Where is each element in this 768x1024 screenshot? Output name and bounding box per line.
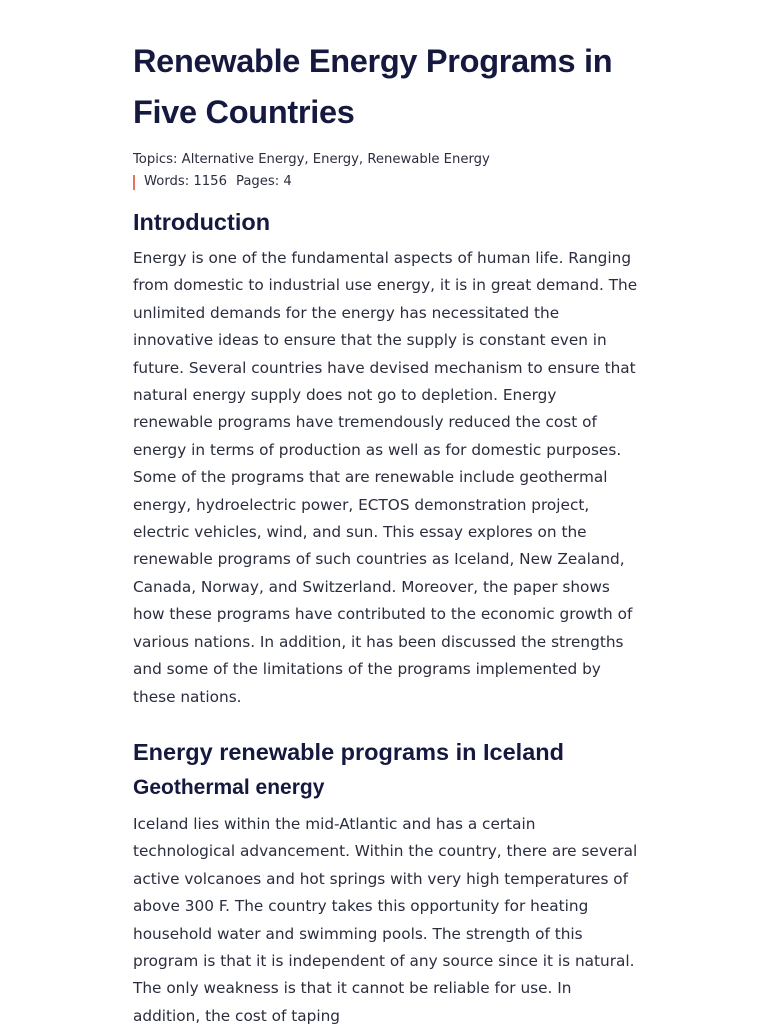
geothermal-paragraph: Iceland lies within the mid-Atlantic and has a certain technological advancement. Within the country, there are several active volcanoes and hot springs with very high temperatures of above 300 F. The country takes this opportunity for heating household water and swimming pools. The strength of this program is that it is independent of any source since it is natural. The only weakness is that it cannot be reliable for use. In addition, the cost of taping [133,814,638,1024]
section-heading-iceland: Energy renewable programs in Iceland [133,738,564,765]
subheading-geothermal: Geothermal energy [133,775,325,799]
topics-line: Topics: Alternative Energy, Energy, Renewable Energy [133,152,490,167]
document-content [133,36,638,1024]
page-count: Pages: 4 [235,174,292,189]
introduction-paragraph: Energy is one of the fundamental aspects of human life. Ranging from domestic to industrial use energy, it is in great demand. The unlimited demands for the energy has necessitated the innovative ideas to ensure that the supply is constant even in future. Several countries have devised mechanism to ensure that natural energy supply does not go to depletion. Energy renewable programs have tremendously reduced the cost of energy in terms of production as well as for domestic purposes. Some of the programs that are renewable include geothermal energy, hydroelectric power, ECTOS demonstration project, electric vehicles, wind, and sun. This essay explores on the renewable programs of such countries as Iceland, New Zealand, Canada, Norway, and Switzerland. Moreover, the paper shows how these programs have contributed to the economic growth of various nations. In addition, it has been discussed the strengths and some of the limitations of the programs implemented by these nations. [133,249,638,706]
word-count: Words: 1156 [144,174,227,189]
accent-bar [133,175,135,190]
section-heading-introduction: Introduction [133,209,271,235]
stats-line [133,171,638,193]
document-meta [133,149,638,193]
document-title: Renewable Energy Programs in Five Countries [133,43,613,130]
